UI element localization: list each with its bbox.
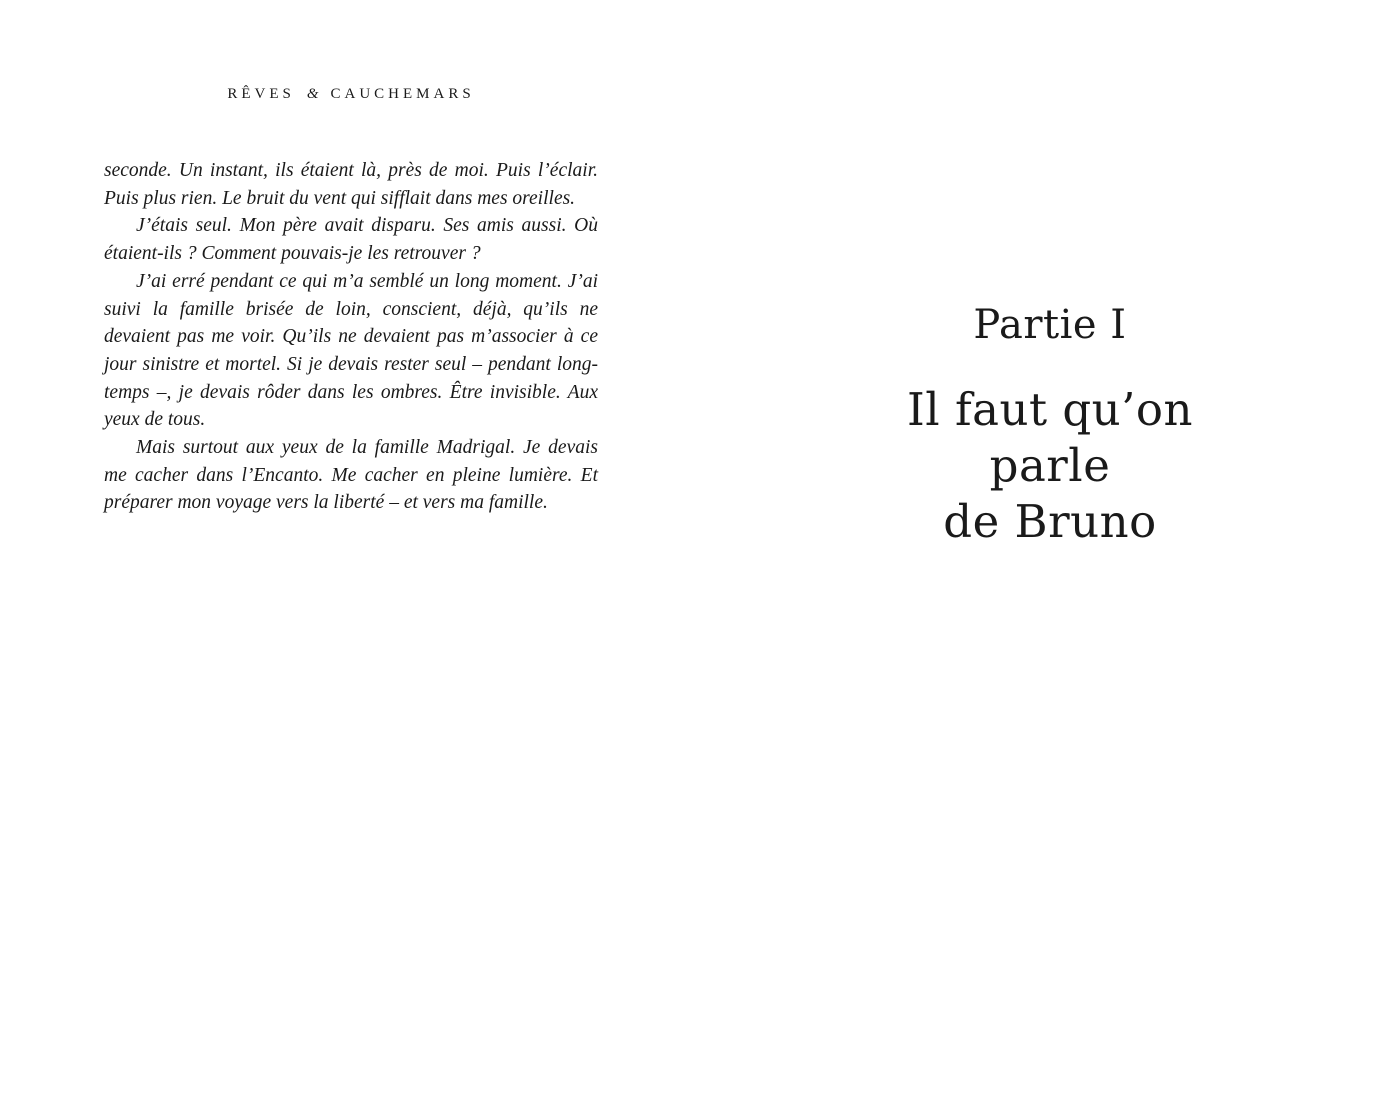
part-title-line-2: de Bruno (943, 495, 1157, 548)
part-title (860, 382, 1240, 550)
body-text (104, 157, 598, 517)
right-page (700, 0, 1400, 1115)
paragraph: Mais surtout aux yeux de la famille Madrigal. Je devais me cacher dans l’Encanto. Me cacher en pleine lumière. Et préparer mon voyage vers la liberté – et vers ma famille. (104, 437, 598, 514)
ampersand-ornament: & (306, 86, 319, 102)
paragraph: J’étais seul. Mon père avait disparu. Ses amis aussi. Où étaient-ils ? Comment pouvais-je les retrouver ? (104, 215, 598, 265)
running-header-right-word: CAUCHEMARS (330, 86, 475, 102)
running-header (104, 86, 598, 103)
part-label: Partie I (973, 302, 1127, 348)
paragraph: seconde. Un instant, ils étaient là, près de moi. Puis l’éclair. Puis plus rien. Le bruit du vent qui sifflait dans mes oreilles. (104, 160, 598, 209)
running-header-left-word: RÊVES (227, 86, 295, 102)
part-title-line-1: Il faut qu’on parle (907, 383, 1193, 492)
part-title-block (860, 300, 1240, 550)
paragraph: J’ai erré pendant ce qui m’a semblé un long moment. J’ai suivi la famille brisée de loin, conscient, déjà, qu’ils ne devaient pas me voir. Qu’ils ne devaient pas m’associer à ce jour sinistre et mortel. Si je devais rester seul – pendant long-temps –, je devais rôder dans les ombres. Être invisible. Aux yeux de tous. (104, 270, 598, 431)
